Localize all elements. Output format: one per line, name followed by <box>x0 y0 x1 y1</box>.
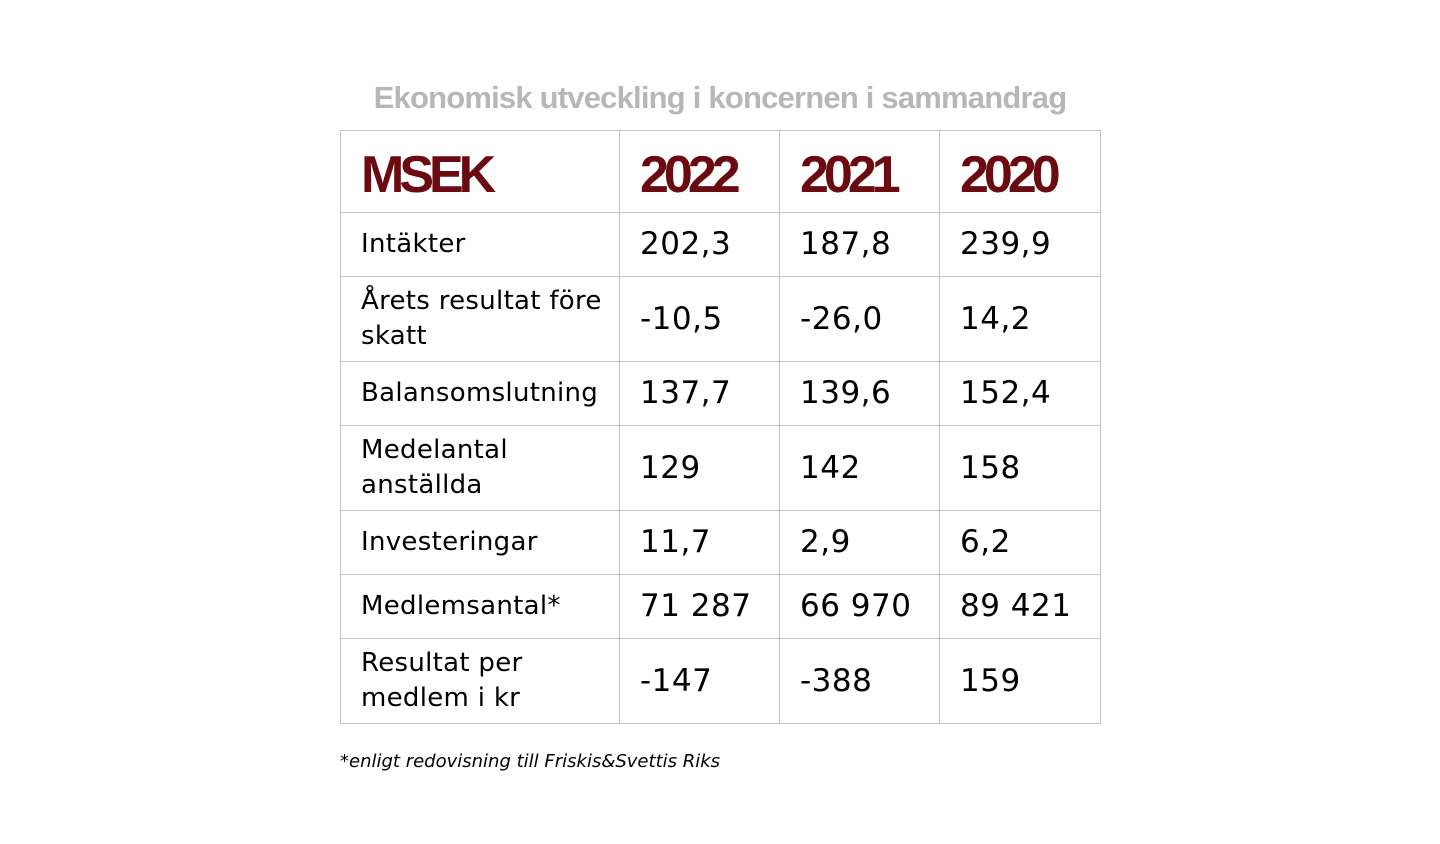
table-row-balansomslutning <box>341 362 1101 426</box>
header-unit: MSEK <box>341 131 620 213</box>
cell-2022: 11,7 <box>620 511 780 575</box>
cell-2022: 71 287 <box>620 575 780 639</box>
table-header-row <box>341 131 1101 213</box>
row-label: Medlemsantal* <box>341 575 620 639</box>
cell-2020: 6,2 <box>940 511 1101 575</box>
cell-2021: 139,6 <box>780 362 940 426</box>
cell-2020: 158 <box>940 426 1101 511</box>
cell-2021: 142 <box>780 426 940 511</box>
cell-2020: 152,4 <box>940 362 1101 426</box>
table-row-medlemsantal <box>341 575 1101 639</box>
table-row-investeringar <box>341 511 1101 575</box>
cell-2020: 239,9 <box>940 213 1101 277</box>
table-row-intakter <box>341 213 1101 277</box>
page-title: Ekonomisk utveckling i koncernen i sammandrag <box>373 80 1067 115</box>
table-row-resultat-fore-skatt <box>341 277 1101 362</box>
table-row-resultat-per-medlem <box>341 639 1101 724</box>
financial-summary-table <box>340 130 1101 724</box>
cell-2021: 66 970 <box>780 575 940 639</box>
cell-2022: 202,3 <box>620 213 780 277</box>
cell-2020: 159 <box>940 639 1101 724</box>
row-label: Medelantal anställda <box>341 426 620 511</box>
row-label: Resultat per medlem i kr <box>341 639 620 724</box>
header-year-2021: 2021 <box>780 131 940 213</box>
row-label: Intäkter <box>341 213 620 277</box>
header-year-2020: 2020 <box>940 131 1101 213</box>
row-label: Årets resultat före skatt <box>341 277 620 362</box>
header-year-2022: 2022 <box>620 131 780 213</box>
cell-2021: -388 <box>780 639 940 724</box>
row-label: Balansomslutning <box>341 362 620 426</box>
cell-2021: 187,8 <box>780 213 940 277</box>
cell-2020: 14,2 <box>940 277 1101 362</box>
cell-2020: 89 421 <box>940 575 1101 639</box>
cell-2022: 129 <box>620 426 780 511</box>
row-label: Investeringar <box>341 511 620 575</box>
cell-2022: 137,7 <box>620 362 780 426</box>
cell-2021: 2,9 <box>780 511 940 575</box>
cell-2021: -26,0 <box>780 277 940 362</box>
footnote: *enligt redovisning till Friskis&Svettis Riks <box>340 751 721 772</box>
cell-2022: -10,5 <box>620 277 780 362</box>
table-row-medelantal-anstallda <box>341 426 1101 511</box>
cell-2022: -147 <box>620 639 780 724</box>
